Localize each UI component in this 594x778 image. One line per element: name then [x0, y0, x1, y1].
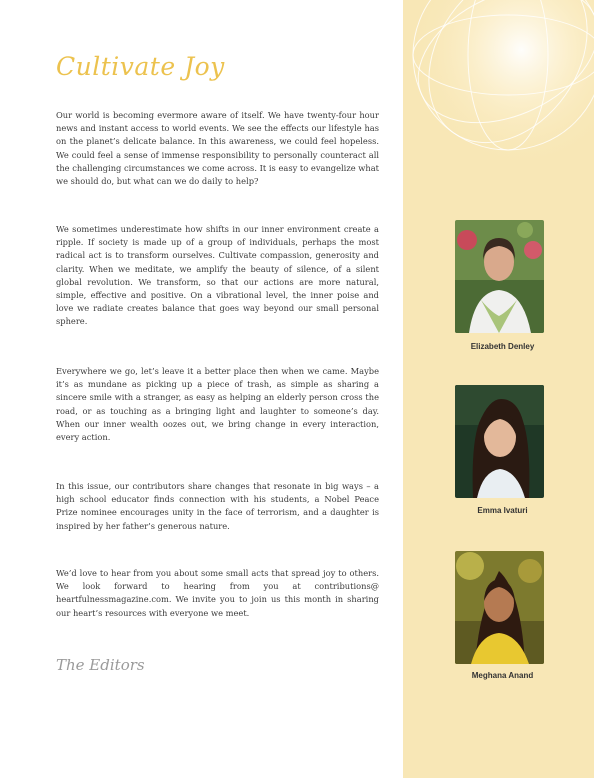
portrait-icon — [455, 551, 544, 664]
editor-photo-elizabeth — [455, 220, 544, 333]
editor-name-2: Emma Ivaturi — [477, 506, 528, 515]
portrait-icon — [455, 220, 544, 333]
editor-name-3: Meghana Anand — [471, 671, 534, 680]
article-paragraph-5: We’d love to hear from you about some small acts that spread joy to others. We look forward to hearing from you at contributions@ heartfulnessmagazine.com. We invite you to join us this month in sharing our heart’s resources with everyone we meet. — [56, 568, 379, 618]
article-paragraph-2: We sometimes underestimate how shifts in our inner environment create a ripple. If society is made up of a group of individuals, perhaps the most radical act is to transform ourselves. Cultivate compassion, generosity and clarity. When we meditate, we amplify the beauty of silence, of a silent global revolution. We transform, so that our actions are more natural, simple, effective and positive. On a vibrational level, the inner poise and love we radiate creates balance that goes way beyond our small personal sphere. — [56, 224, 379, 327]
article-paragraph-3: Everywhere we go, let’s leave it a better place then when we came. Maybe it’s as mundane as picking up a piece of trash, as simple as sharing a sincere smile with a stranger, as easy as helping an elderly person cross the road, or as touching as a bringing light and laughter to someone’s day. When our inner wealth oozes out, we bring change in every interaction, every action. — [56, 366, 379, 443]
article-paragraph-4: In this issue, our contributors share changes that resonate in big ways – a high school educator finds connection with his students, a Nobel Peace Prize nominee encourages unity in the face of terrorism, and a daughter is inspired by her father’s generous nature. — [56, 481, 379, 531]
editor-photo-emma — [455, 385, 544, 498]
editors-signature: The Editors — [56, 656, 145, 674]
article-paragraph-1: Our world is becoming evermore aware of itself. We have twenty-four hour news and instant access to world events. We see the effects our lifestyle has on the planet’s delicate balance. In this awareness, we could feel hopeless. We could feel a sense of immense responsibility to personally counteract all the challenging circumstances we come across. It is easy to evangelize what we should do, but what can we do daily to help? — [56, 110, 379, 187]
portrait-icon — [455, 385, 544, 498]
decorative-orb-icon — [403, 0, 594, 200]
article-title: Cultivate Joy — [56, 52, 225, 81]
editor-name-1: Elizabeth Denley — [470, 342, 535, 351]
editor-photo-meghana — [455, 551, 544, 664]
